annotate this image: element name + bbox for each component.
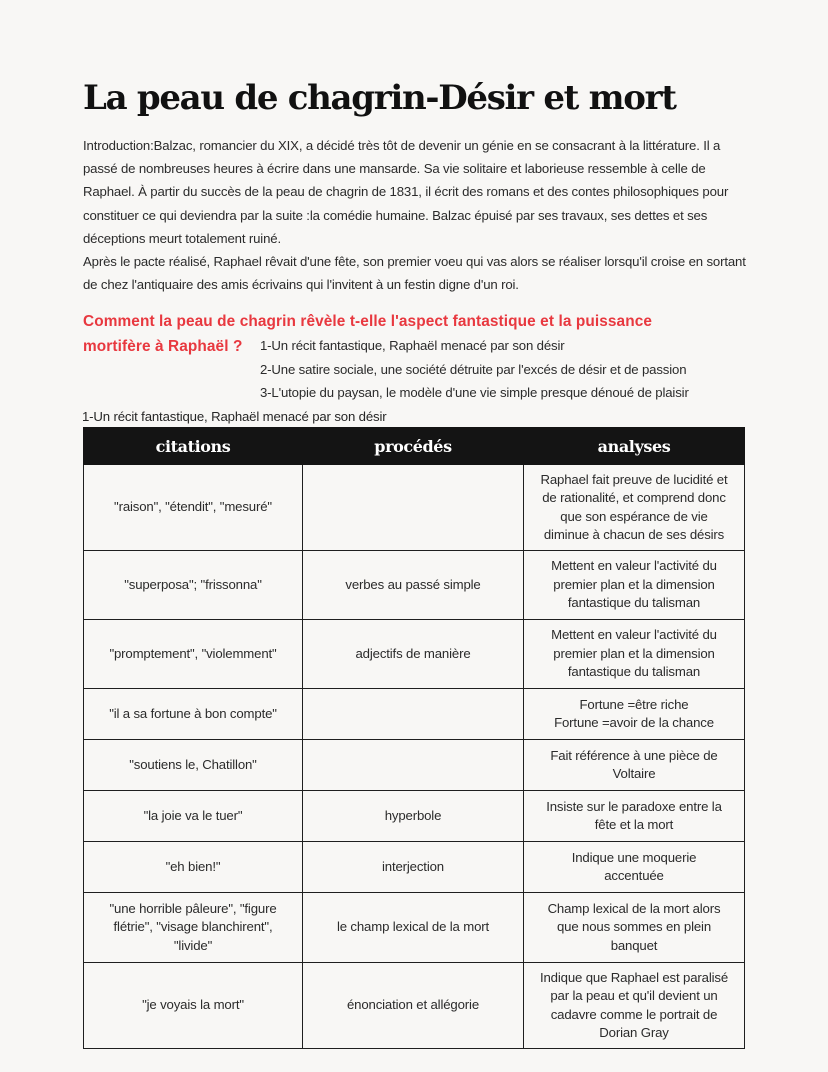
analyse-cell-line: Indique que Raphael est paralisé (539, 969, 729, 985)
problematic-line: mortifère à Raphaël ? (83, 338, 243, 355)
analyse-cell-line: fête et la mort (594, 817, 674, 832)
table-row (84, 963, 745, 1049)
analyse-cell-line: que nous sommes en plein (556, 919, 711, 935)
analyse-cell (524, 842, 745, 893)
citation-cell-line: "livide" (173, 937, 213, 953)
analyse-cell (524, 465, 745, 551)
citation-cell (84, 465, 303, 551)
citation-cell (84, 893, 303, 963)
procede-cell-line: verbes au passé simple (345, 576, 481, 592)
analyse-cell (524, 620, 745, 689)
analyse-cell (524, 740, 745, 791)
citation-cell (84, 551, 303, 620)
analyse-cell-line: Insiste sur le paradoxe entre la (546, 798, 722, 814)
analyse-cell-line: Raphael fait preuve de lucidité et (540, 471, 728, 487)
analyse-cell-line: par la peau et qu'il devient un (550, 988, 718, 1003)
analyse-cell-line: Champ lexical de la mort alors (547, 900, 721, 916)
citation-cell (84, 689, 303, 740)
column-header-citations: citations (84, 428, 303, 465)
table-row (84, 791, 745, 842)
procede-cell-line: énonciation et allégorie (346, 997, 480, 1013)
procede-cell (303, 842, 524, 893)
plan-item: 2-Une satire sociale, une société détruite par l'excés de désir et de passion (260, 361, 687, 377)
table-body (84, 465, 745, 1049)
plan-list (260, 334, 689, 405)
document-title: La peau de chagrin-Désir et mort (83, 78, 676, 118)
analyse-cell-line: Dorian Gray (599, 1025, 669, 1040)
procede-cell (303, 963, 524, 1049)
table-row (84, 465, 745, 551)
procede-cell (303, 551, 524, 620)
analyse-cell (524, 551, 745, 620)
analyse-cell-line: cadavre comme le portrait de (550, 1006, 718, 1022)
citation-cell-line: "eh bien!" (165, 858, 221, 874)
plan-item: 3-L'utopie du paysan, le modèle d'une vie simple presque dénoué de plaisir (260, 385, 689, 400)
table-row (84, 740, 745, 791)
procede-cell-line: interjection (382, 858, 444, 874)
analyse-cell-line: accentuée (604, 868, 664, 883)
section-heading: 1-Un récit fantastique, Raphaël menacé par son désir (82, 409, 387, 424)
procede-cell (303, 465, 524, 551)
column-header-analyses: analyses (524, 428, 745, 465)
citation-cell-line: "soutiens le, Chatillon" (129, 756, 257, 772)
intro-paragraph: Introduction:Balzac, romancier du XIX, a décidé très tôt de devenir un génie en se consacrant à la littérature. Il a passé de nombreuses heures à écrire dans une mansarde. Sa vie solitaire et laborieuse ressemble à celle de Raphael. À partir du succès de la peau de chagrin de 1831, il écrit des romans et des contes philosophiques pour constituer ce qui deviendra par la suite :la comédie humaine. Balzac épuisé par ses travaux, ses dettes et ses déceptions meurt totalement ruiné. (83, 138, 729, 246)
analyse-cell-line: diminue à chacun de ses désirs (543, 527, 725, 542)
procede-cell-line: le champ lexical de la mort (336, 919, 490, 935)
procede-cell-line: adjectifs de manière (355, 645, 471, 661)
table-row (84, 842, 745, 893)
analyse-cell (524, 963, 745, 1049)
procede-cell (303, 620, 524, 689)
analyse-cell-line: premier plan et la dimension (553, 645, 715, 661)
table-row (84, 620, 745, 689)
analyse-cell (524, 893, 745, 963)
analyse-cell (524, 791, 745, 842)
citation-cell-line: "la joie va le tuer" (143, 807, 243, 823)
problematic-line: Comment la peau de chagrin rêvèle t-elle l'aspect fantastique et la puissance (83, 313, 653, 330)
analyse-cell-line: premier plan et la dimension (553, 576, 715, 592)
citation-cell (84, 963, 303, 1049)
introduction (83, 134, 748, 296)
analyse-cell-line: Voltaire (612, 766, 656, 781)
analyse-cell-line: Mettent en valeur l'activité du (551, 627, 717, 643)
analyse-cell-line: de rationalité, et comprend donc (542, 490, 726, 505)
citation-cell (84, 620, 303, 689)
citation-cell-line: "je voyais la mort" (142, 997, 244, 1013)
procede-cell (303, 893, 524, 963)
table-header-row (84, 428, 745, 465)
citation-cell (84, 740, 303, 791)
citation-cell-line: "il a sa fortune à bon compte" (109, 705, 277, 721)
plan-item: 1-Un récit fantastique, Raphaël menacé par son désir (260, 338, 565, 353)
analyse-cell (524, 689, 745, 740)
analyse-cell-line: Fortune =être riche (579, 696, 689, 712)
table-row (84, 551, 745, 620)
analyse-cell-line: Mettent en valeur l'activité du (551, 558, 717, 574)
citation-cell-line: "raison", "étendit", "mesuré" (114, 499, 272, 515)
analyse-cell-line: Indique une moquerie (571, 849, 697, 865)
analyse-cell-line: banquet (610, 937, 658, 953)
intro-paragraph: Après le pacte réalisé, Raphael rêvait d'une fête, son premier voeu qui vas alors se réaliser lorsqu'il croise en sortant de chez l'antiquaire des amis écrivains qui l'invitent à un festin digne d'un roi. (83, 254, 746, 293)
procede-cell (303, 791, 524, 842)
analyse-cell-line: Fortune =avoir de la chance (554, 715, 714, 730)
analyse-cell-line: Fait référence à une pièce de (550, 747, 718, 763)
column-header-procedes: procédés (303, 428, 524, 465)
citation-cell-line: flétrie", "visage blanchirent", (113, 919, 273, 935)
citation-cell-line: "superposa"; "frissonna" (124, 576, 262, 592)
analyse-cell-line: fantastique du talisman (567, 595, 701, 611)
table-row (84, 893, 745, 963)
citation-cell-line: "promptement", "violemment" (109, 645, 277, 661)
procede-cell-line: hyperbole (384, 807, 442, 823)
analysis-table (83, 427, 745, 1049)
citation-cell-line: "une horrible pâleure", "figure (109, 900, 277, 916)
table-row (84, 689, 745, 740)
citation-cell (84, 842, 303, 893)
analyse-cell-line: fantastique du talisman (567, 664, 701, 680)
analyse-cell-line: que son espérance de vie (560, 508, 708, 524)
procede-cell (303, 689, 524, 740)
citation-cell (84, 791, 303, 842)
procede-cell (303, 740, 524, 791)
